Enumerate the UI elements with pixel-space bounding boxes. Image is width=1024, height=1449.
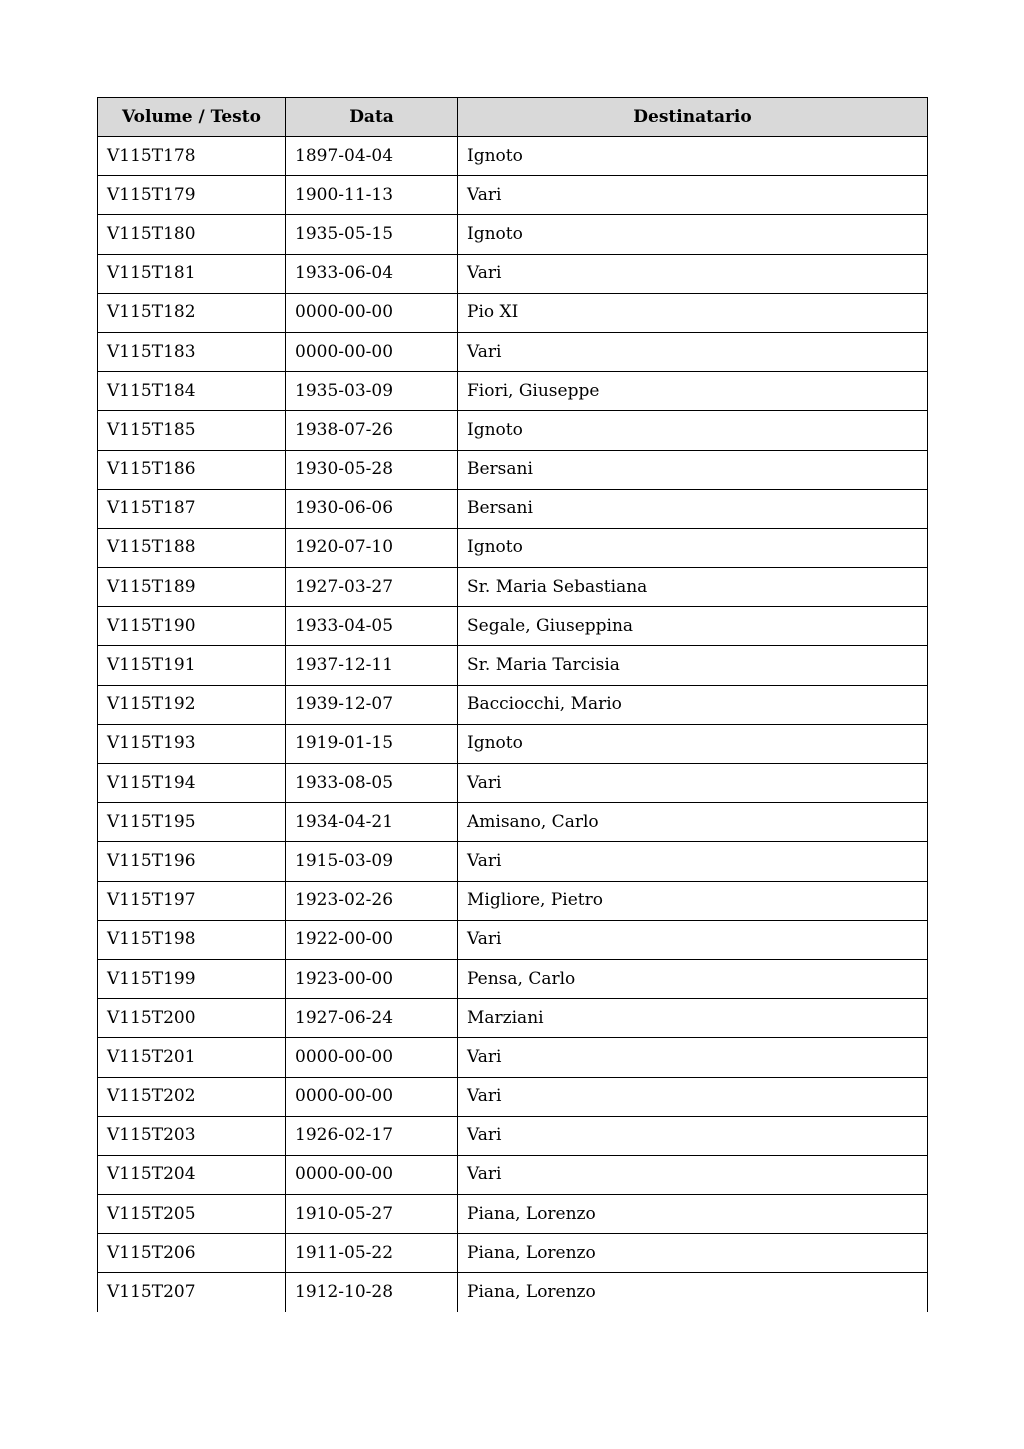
cell-volume-testo: V115T196 bbox=[98, 842, 286, 881]
cell-destinatario: Piana, Lorenzo bbox=[458, 1273, 928, 1312]
table-row bbox=[98, 685, 928, 724]
cell-volume-testo: V115T185 bbox=[98, 411, 286, 450]
cell-volume-testo: V115T183 bbox=[98, 332, 286, 371]
cell-data: 1930-06-06 bbox=[286, 489, 458, 528]
header-data: Data bbox=[286, 98, 458, 137]
table-row bbox=[98, 1273, 928, 1312]
table-row bbox=[98, 137, 928, 176]
cell-data: 1910-05-27 bbox=[286, 1195, 458, 1234]
cell-destinatario: Vari bbox=[458, 842, 928, 881]
cell-data: 1935-05-15 bbox=[286, 215, 458, 254]
cell-volume-testo: V115T206 bbox=[98, 1234, 286, 1273]
cell-volume-testo: V115T195 bbox=[98, 803, 286, 842]
cell-destinatario: Ignoto bbox=[458, 215, 928, 254]
table-row bbox=[98, 1038, 928, 1077]
table-row bbox=[98, 724, 928, 763]
cell-volume-testo: V115T190 bbox=[98, 607, 286, 646]
cell-volume-testo: V115T201 bbox=[98, 1038, 286, 1077]
cell-destinatario: Vari bbox=[458, 176, 928, 215]
table-row bbox=[98, 1116, 928, 1155]
cell-volume-testo: V115T205 bbox=[98, 1195, 286, 1234]
table-row bbox=[98, 920, 928, 959]
table-row bbox=[98, 803, 928, 842]
cell-data: 1927-06-24 bbox=[286, 999, 458, 1038]
table-row bbox=[98, 450, 928, 489]
cell-destinatario: Ignoto bbox=[458, 137, 928, 176]
cell-data: 0000-00-00 bbox=[286, 1155, 458, 1194]
header-volume-testo: Volume / Testo bbox=[98, 98, 286, 137]
table-row bbox=[98, 646, 928, 685]
cell-destinatario: Piana, Lorenzo bbox=[458, 1234, 928, 1273]
cell-data: 1939-12-07 bbox=[286, 685, 458, 724]
header-row bbox=[98, 98, 928, 137]
cell-volume-testo: V115T188 bbox=[98, 528, 286, 567]
table-row bbox=[98, 372, 928, 411]
cell-destinatario: Vari bbox=[458, 1116, 928, 1155]
cell-volume-testo: V115T203 bbox=[98, 1116, 286, 1155]
table-row bbox=[98, 959, 928, 998]
cell-destinatario: Sr. Maria Tarcisia bbox=[458, 646, 928, 685]
cell-destinatario: Pio XI bbox=[458, 293, 928, 332]
cell-volume-testo: V115T184 bbox=[98, 372, 286, 411]
table-row bbox=[98, 842, 928, 881]
table-row bbox=[98, 293, 928, 332]
cell-destinatario: Sr. Maria Sebastiana bbox=[458, 568, 928, 607]
cell-destinatario: Vari bbox=[458, 1155, 928, 1194]
table-row bbox=[98, 528, 928, 567]
table-row bbox=[98, 1234, 928, 1273]
cell-destinatario: Bersani bbox=[458, 450, 928, 489]
table-row bbox=[98, 881, 928, 920]
cell-data: 0000-00-00 bbox=[286, 1077, 458, 1116]
cell-volume-testo: V115T204 bbox=[98, 1155, 286, 1194]
cell-volume-testo: V115T202 bbox=[98, 1077, 286, 1116]
cell-data: 0000-00-00 bbox=[286, 332, 458, 371]
cell-data: 1900-11-13 bbox=[286, 176, 458, 215]
cell-volume-testo: V115T182 bbox=[98, 293, 286, 332]
cell-volume-testo: V115T179 bbox=[98, 176, 286, 215]
cell-volume-testo: V115T180 bbox=[98, 215, 286, 254]
cell-volume-testo: V115T178 bbox=[98, 137, 286, 176]
table-row bbox=[98, 999, 928, 1038]
table-row bbox=[98, 215, 928, 254]
cell-volume-testo: V115T187 bbox=[98, 489, 286, 528]
table-header bbox=[98, 98, 928, 137]
letters-table bbox=[97, 97, 928, 1312]
table-row bbox=[98, 176, 928, 215]
cell-data: 1926-02-17 bbox=[286, 1116, 458, 1155]
cell-data: 1933-06-04 bbox=[286, 254, 458, 293]
table-row bbox=[98, 607, 928, 646]
cell-destinatario: Vari bbox=[458, 1038, 928, 1077]
cell-data: 1911-05-22 bbox=[286, 1234, 458, 1273]
cell-volume-testo: V115T198 bbox=[98, 920, 286, 959]
table-row bbox=[98, 764, 928, 803]
cell-volume-testo: V115T199 bbox=[98, 959, 286, 998]
cell-data: 1938-07-26 bbox=[286, 411, 458, 450]
table-row bbox=[98, 1155, 928, 1194]
cell-volume-testo: V115T186 bbox=[98, 450, 286, 489]
cell-destinatario: Bacciocchi, Mario bbox=[458, 685, 928, 724]
cell-volume-testo: V115T192 bbox=[98, 685, 286, 724]
cell-data: 1927-03-27 bbox=[286, 568, 458, 607]
cell-destinatario: Vari bbox=[458, 1077, 928, 1116]
cell-destinatario: Vari bbox=[458, 764, 928, 803]
cell-data: 1933-04-05 bbox=[286, 607, 458, 646]
cell-data: 1930-05-28 bbox=[286, 450, 458, 489]
table-row bbox=[98, 254, 928, 293]
cell-data: 1933-08-05 bbox=[286, 764, 458, 803]
cell-destinatario: Ignoto bbox=[458, 528, 928, 567]
cell-data: 1919-01-15 bbox=[286, 724, 458, 763]
cell-volume-testo: V115T197 bbox=[98, 881, 286, 920]
table-row bbox=[98, 1195, 928, 1234]
cell-destinatario: Segale, Giuseppina bbox=[458, 607, 928, 646]
cell-data: 1923-00-00 bbox=[286, 959, 458, 998]
cell-volume-testo: V115T194 bbox=[98, 764, 286, 803]
cell-volume-testo: V115T207 bbox=[98, 1273, 286, 1312]
table-row bbox=[98, 568, 928, 607]
cell-destinatario: Ignoto bbox=[458, 411, 928, 450]
cell-destinatario: Migliore, Pietro bbox=[458, 881, 928, 920]
table-row bbox=[98, 489, 928, 528]
table-row bbox=[98, 411, 928, 450]
cell-destinatario: Piana, Lorenzo bbox=[458, 1195, 928, 1234]
cell-data: 1922-00-00 bbox=[286, 920, 458, 959]
cell-data: 1937-12-11 bbox=[286, 646, 458, 685]
cell-destinatario: Ignoto bbox=[458, 724, 928, 763]
cell-destinatario: Fiori, Giuseppe bbox=[458, 372, 928, 411]
cell-destinatario: Vari bbox=[458, 332, 928, 371]
table-row bbox=[98, 332, 928, 371]
cell-volume-testo: V115T193 bbox=[98, 724, 286, 763]
cell-data: 0000-00-00 bbox=[286, 293, 458, 332]
cell-data: 0000-00-00 bbox=[286, 1038, 458, 1077]
table-row bbox=[98, 1077, 928, 1116]
cell-data: 1920-07-10 bbox=[286, 528, 458, 567]
cell-destinatario: Amisano, Carlo bbox=[458, 803, 928, 842]
cell-destinatario: Marziani bbox=[458, 999, 928, 1038]
cell-destinatario: Vari bbox=[458, 920, 928, 959]
cell-data: 1935-03-09 bbox=[286, 372, 458, 411]
cell-volume-testo: V115T200 bbox=[98, 999, 286, 1038]
cell-destinatario: Pensa, Carlo bbox=[458, 959, 928, 998]
cell-data: 1934-04-21 bbox=[286, 803, 458, 842]
cell-volume-testo: V115T189 bbox=[98, 568, 286, 607]
cell-data: 1912-10-28 bbox=[286, 1273, 458, 1312]
cell-data: 1923-02-26 bbox=[286, 881, 458, 920]
cell-volume-testo: V115T191 bbox=[98, 646, 286, 685]
cell-destinatario: Vari bbox=[458, 254, 928, 293]
cell-volume-testo: V115T181 bbox=[98, 254, 286, 293]
cell-data: 1897-04-04 bbox=[286, 137, 458, 176]
cell-data: 1915-03-09 bbox=[286, 842, 458, 881]
table-body bbox=[98, 137, 928, 1313]
cell-destinatario: Bersani bbox=[458, 489, 928, 528]
header-destinatario: Destinatario bbox=[458, 98, 928, 137]
